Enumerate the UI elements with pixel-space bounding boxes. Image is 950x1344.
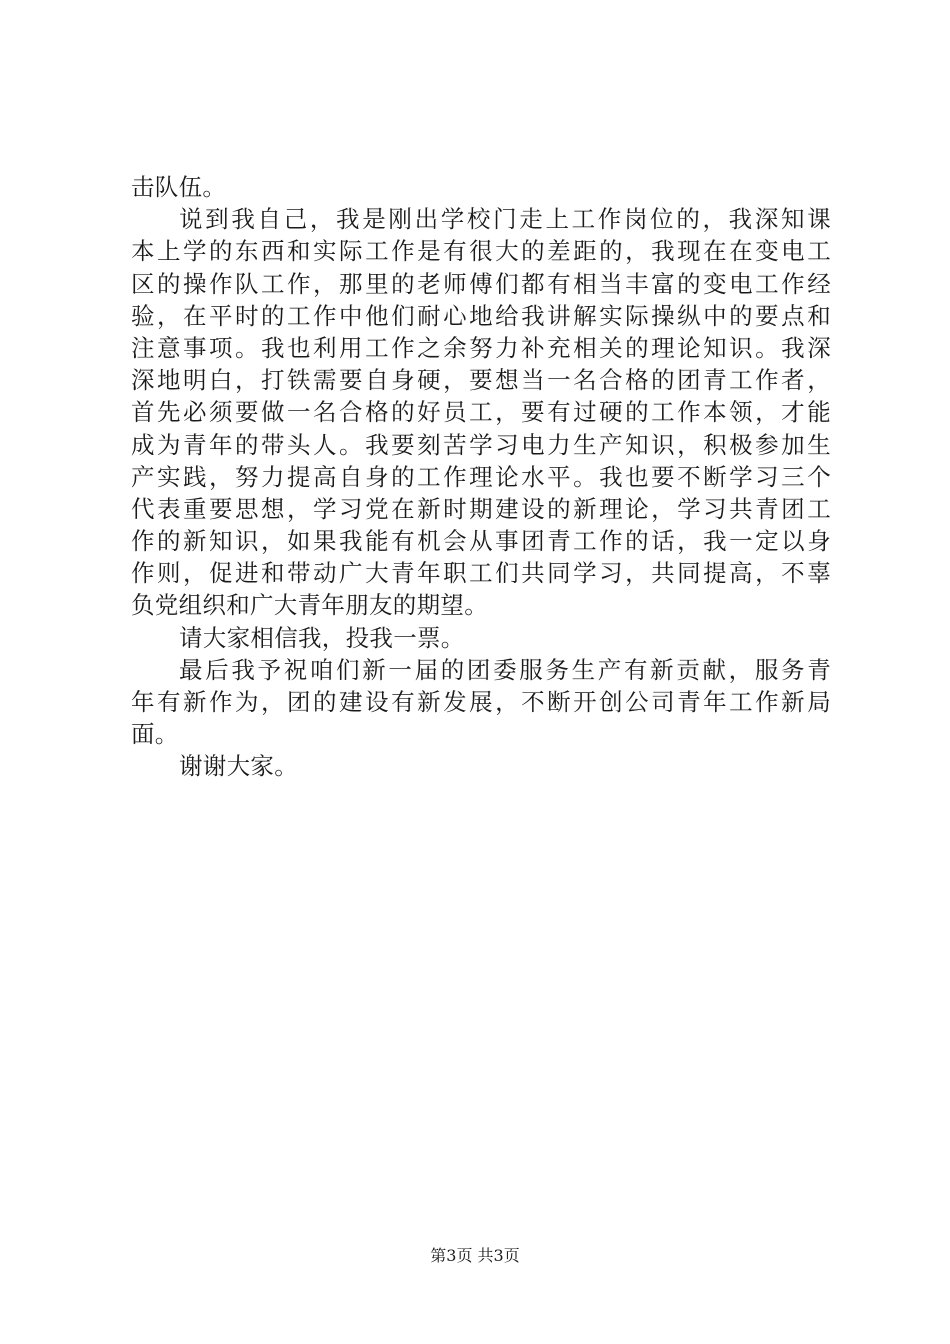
text-line: 代表重要思想，学习党在新时期建设的新理论，学习共青团工 [131, 494, 831, 523]
text-line: 请大家相信我，投我一票。 [179, 623, 465, 652]
text-line: 最后我予祝咱们新一届的团委服务生产有新贡献，服务青 [179, 655, 831, 684]
text-line: 本上学的东西和实际工作是有很大的差距的，我现在在变电工 [131, 237, 831, 266]
text-line: 说到我自己，我是刚出学校门走上工作岗位的，我深知课 [179, 205, 831, 234]
text-line: 区的操作队工作，那里的老师傅们都有相当丰富的变电工作经 [131, 269, 831, 298]
text-line: 作的新知识，如果我能有机会从事团青工作的话，我一定以身 [131, 527, 831, 556]
text-line: 年有新作为，团的建设有新发展，不断开创公司青年工作新局 [131, 688, 831, 716]
text-line: 谢谢大家。 [179, 752, 298, 781]
text-line: 深地明白，打铁需要自身硬，要想当一名合格的团青工作者， [131, 366, 831, 395]
text-line: 产实践，努力提高自身的工作理论水平。我也要不断学习三个 [131, 462, 831, 491]
text-line: 成为青年的带头人。我要刻苦学习电力生产知识，积极参加生 [131, 430, 831, 459]
text-line: 首先必须要做一名合格的好员工，要有过硬的工作本领，才能 [131, 398, 831, 427]
text-line: 负党组织和广大青年朋友的期望。 [131, 591, 488, 620]
text-line: 作则，促进和带动广大青年职工们共同学习，共同提高，不辜 [131, 559, 831, 588]
text-line: 验，在平时的工作中他们耐心地给我讲解实际操纵中的要点和 [131, 301, 831, 330]
text-line: 面。 [131, 720, 179, 749]
document-body [131, 171, 831, 783]
text-line: 注意事项。我也利用工作之余努力补充相关的理论知识。我深 [131, 333, 831, 362]
page-number-footer: 第3页 共3页 [430, 1246, 520, 1265]
text-line: 击队伍。 [131, 173, 227, 201]
